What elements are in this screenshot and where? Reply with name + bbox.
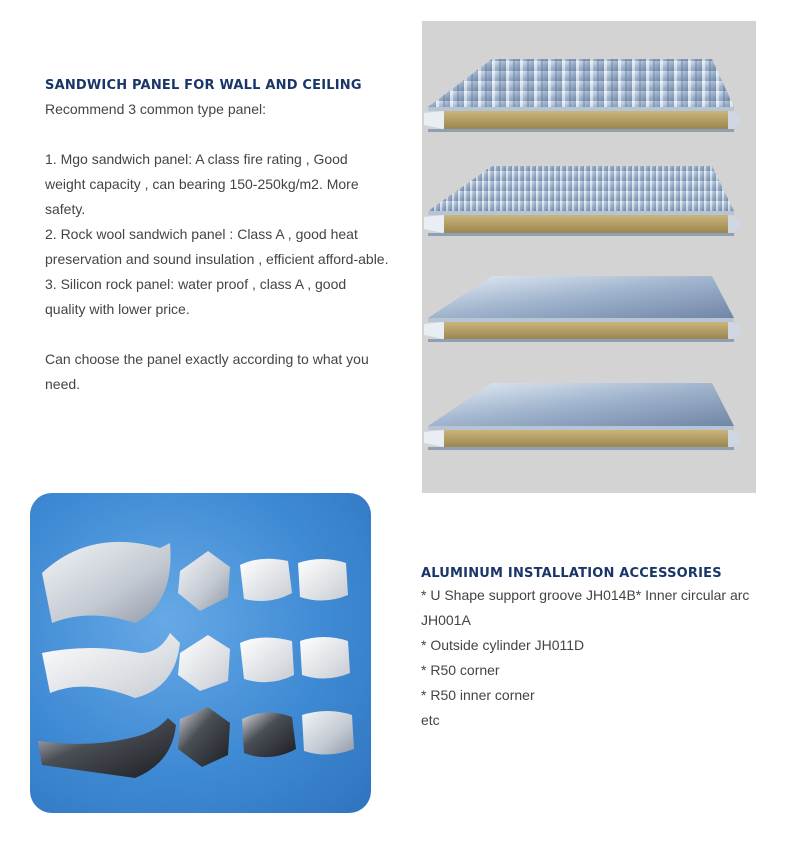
panel-type-item: 3. Silicon rock panel: water proof , class A , good quality with lower price. bbox=[45, 276, 347, 317]
panel-type-list bbox=[45, 147, 390, 322]
accessory-item: * R50 inner corner bbox=[421, 687, 535, 703]
wall-panel-title: SANDWICH PANEL FOR WALL AND CEILING bbox=[45, 78, 362, 93]
accessory-item: * Outside cylinder JH011D bbox=[421, 637, 585, 653]
accessory-item: etc bbox=[421, 712, 440, 728]
white-accessory-row bbox=[42, 633, 350, 698]
accessories-section bbox=[421, 566, 781, 733]
embossed-panel bbox=[424, 276, 740, 342]
fine-rib-panel bbox=[424, 166, 740, 236]
wall-panel-intro: Recommend 3 common type panel: bbox=[45, 101, 266, 117]
panel-type-item: 1. Mgo sandwich panel: A class fire rating , Good weight capacity , can bearing 150-250kg/m2. More safety. bbox=[45, 151, 359, 217]
wall-panel-closing: Can choose the panel exactly according to what you need. bbox=[45, 351, 369, 392]
accessories-photo bbox=[30, 493, 371, 813]
accessories-title: ALUMINUM INSTALLATION ACCESSORIES bbox=[421, 566, 722, 581]
flat-panel bbox=[424, 383, 740, 450]
accessory-item: * R50 corner bbox=[421, 662, 500, 678]
ribbed-panel bbox=[424, 59, 740, 132]
wall-panel-section bbox=[45, 78, 390, 397]
accessories-list bbox=[421, 583, 781, 733]
sandwich-panels-image bbox=[422, 21, 756, 493]
silver-accessory-row bbox=[42, 542, 348, 623]
accessory-item: * U Shape support groove JH014B* Inner circular arc JH001A bbox=[421, 587, 750, 628]
panel-type-item: 2. Rock wool sandwich panel : Class A , good heat preservation and sound insulation , efficient afford-able. bbox=[45, 226, 389, 267]
dark-accessory-row bbox=[38, 707, 354, 778]
